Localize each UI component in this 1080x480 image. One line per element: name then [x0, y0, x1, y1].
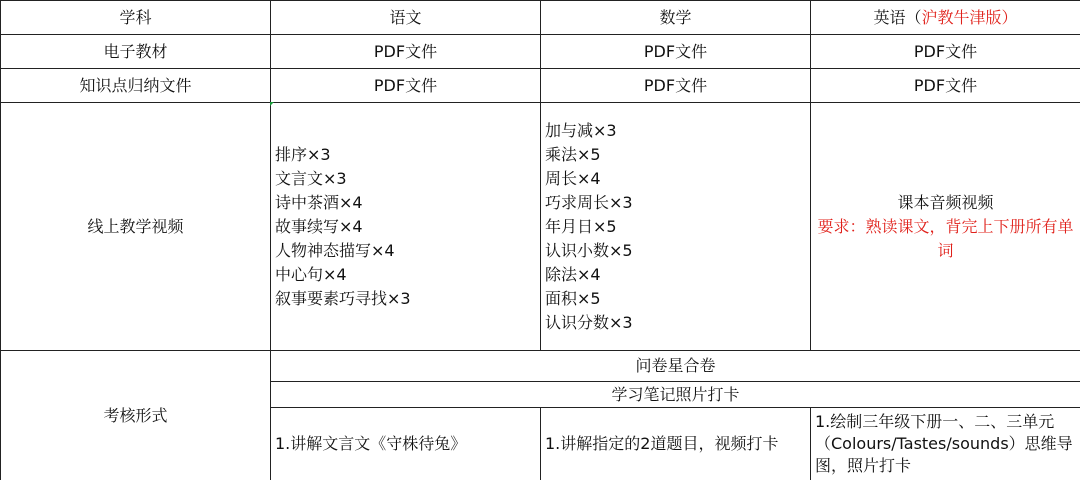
summary-row [1, 69, 1080, 103]
ebook-english: PDF文件 [811, 35, 1080, 69]
ebook-row [1, 35, 1080, 69]
ebook-label: 电子教材 [1, 35, 271, 69]
summary-math: PDF文件 [541, 69, 811, 103]
assessment-chinese: 1.讲解文言文《守株待兔》 [271, 408, 541, 480]
header-row [1, 1, 1080, 35]
assessment-row-1 [1, 351, 1080, 382]
videos-chinese-list [275, 143, 536, 311]
header-english-suffix: ） [1001, 7, 1018, 27]
math-video-item: 面积×5 [545, 288, 601, 308]
videos-label: 线上教学视频 [1, 103, 271, 351]
assessment-shared-2: 学习笔记照片打卡 [271, 382, 1080, 408]
ebook-math: PDF文件 [541, 35, 811, 69]
summary-chinese: PDF文件 [271, 69, 541, 103]
chinese-video-item: 排序×3 [275, 144, 331, 164]
math-video-item: 加与减×3 [545, 120, 617, 140]
header-math: 数学 [541, 1, 811, 35]
assessment-label: 考核形式 [1, 351, 271, 480]
summary-english: PDF文件 [811, 69, 1080, 103]
math-video-item: 巧求周长×3 [545, 192, 633, 212]
ebook-chinese: PDF文件 [271, 35, 541, 69]
videos-math-list [545, 119, 806, 335]
chinese-video-item: 人物神态描写×4 [275, 240, 395, 260]
videos-english [811, 103, 1080, 351]
chinese-video-item: 文言文×3 [275, 168, 347, 188]
math-video-item: 乘法×5 [545, 144, 601, 164]
math-video-item: 认识小数×5 [545, 240, 633, 260]
videos-english-title: 课本音频视频 [897, 192, 994, 212]
math-video-item: 年月日×5 [545, 216, 617, 236]
assessment-math: 1.讲解指定的2道题目，视频打卡 [541, 408, 811, 480]
summary-label: 知识点归纳文件 [1, 69, 271, 103]
videos-english-requirement: 要求：熟读课文，背完上下册所有单词 [817, 216, 1074, 260]
header-english-edition: 沪教牛津版 [921, 7, 1002, 27]
header-english-prefix: 英语（ [873, 7, 922, 27]
chinese-video-item: 诗中茶酒×4 [275, 192, 363, 212]
videos-row [1, 103, 1080, 351]
videos-math [541, 103, 811, 351]
header-chinese: 语文 [271, 1, 541, 35]
header-subject: 学科 [1, 1, 271, 35]
cell-comment-marker [270, 102, 274, 106]
math-video-item: 除法×4 [545, 264, 601, 284]
math-video-item: 认识分数×3 [545, 312, 633, 332]
header-english [811, 1, 1080, 35]
assessment-english: 1.绘制三年级下册一、二、三单元（Colours/Tastes/sounds）思维导图，照片打卡 [811, 408, 1080, 480]
chinese-video-item: 中心句×4 [275, 264, 347, 284]
videos-chinese [271, 103, 541, 351]
math-video-item: 周长×4 [545, 168, 601, 188]
chinese-video-item: 故事续写×4 [275, 216, 363, 236]
assessment-shared-1: 问卷星合卷 [271, 351, 1080, 382]
chinese-video-item: 叙事要素巧寻找×3 [275, 288, 411, 308]
